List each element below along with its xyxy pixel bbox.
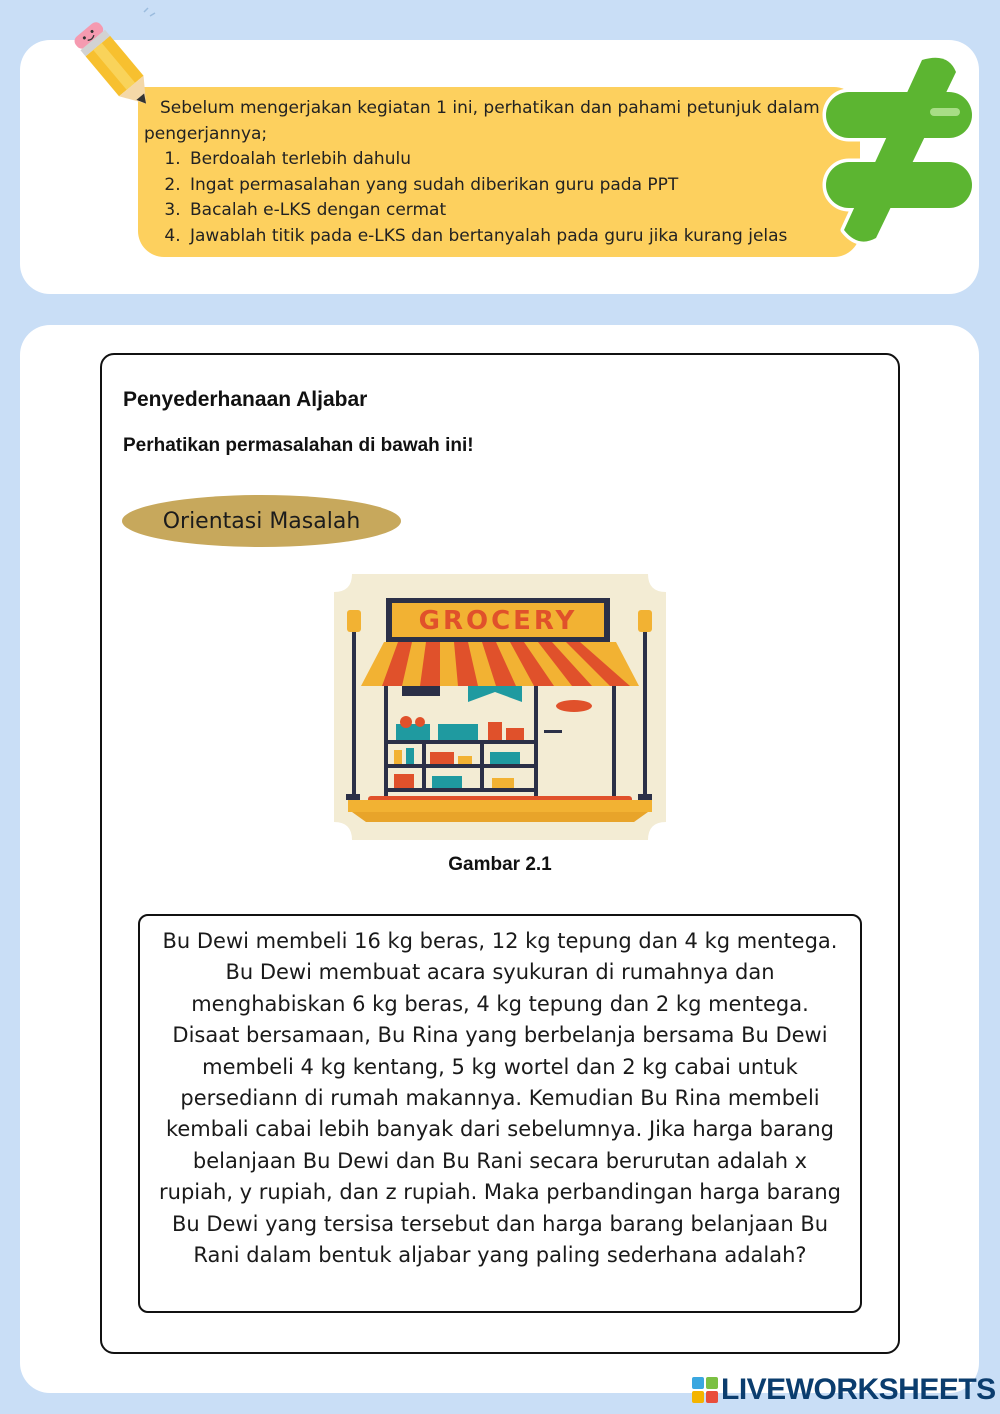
liveworksheets-wordmark: LIVEWORKSHEETS [721,1373,996,1406]
section-subtitle: Perhatikan permasalahan di bawah ini! [123,435,474,456]
section-title: Penyederhanaan Aljabar [123,388,368,411]
grocery-sign-text: GROCERY [418,606,578,636]
instruction-step: 1. Berdoalah terlebih dahulu [186,147,846,173]
problem-text: Bu Dewi membeli 16 kg beras, 12 kg tepung dan 4 kg mentega. Bu Dewi membuat acara syukuran di rumahnya dan menghabiskan 6 kg beras, 4 kg tepung dan 2 kg mentega. Disaat bersamaan, Bu Rina yang berbelanja bersama Bu Dewi membeli 4 kg kentang, 5 kg wortel dan 2 kg cabai untuk persediann di rumah makannya. Kemudian Bu Rina membeli kembali cabai lebih banyak dari sebelumnya. Jika harga barang belanjaan Bu Dewi dan Bu Rani secara berurutan adalah x rupiah, y rupiah, dan z rupiah. Maka perbandingan harga barang Bu Dewi yang tersisa tersebut dan harga barang belanjaan Bu Rani dalam bentuk aljabar yang paling sederhana adalah? [138,914,862,1313]
instruction-step: 2. Ingat permasalahan yang sudah diberikan guru pada PPT [186,173,846,199]
instructions-list [144,147,846,249]
grocery-store-illustration [334,574,666,840]
instructions-intro: Sebelum mengerjakan kegiatan 1 ini, perhatikan dan pahami petunjuk dalam pengerjannya; [144,98,820,144]
instruction-step: 4. Jawablah titik pada e-LKS dan bertanyalah pada guru jika kurang jelas [186,224,846,250]
orientasi-masalah-label: Orientasi Masalah [122,495,401,547]
figure-caption: Gambar 2.1 [448,854,552,875]
instructions-box [138,87,860,257]
instruction-step: 3. Bacalah e-LKS dengan cermat [186,198,846,224]
pencil-icon [62,6,162,121]
liveworksheets-footer [692,1373,996,1407]
liveworksheets-logo-icon [692,1377,718,1403]
not-equal-icon [818,52,978,247]
